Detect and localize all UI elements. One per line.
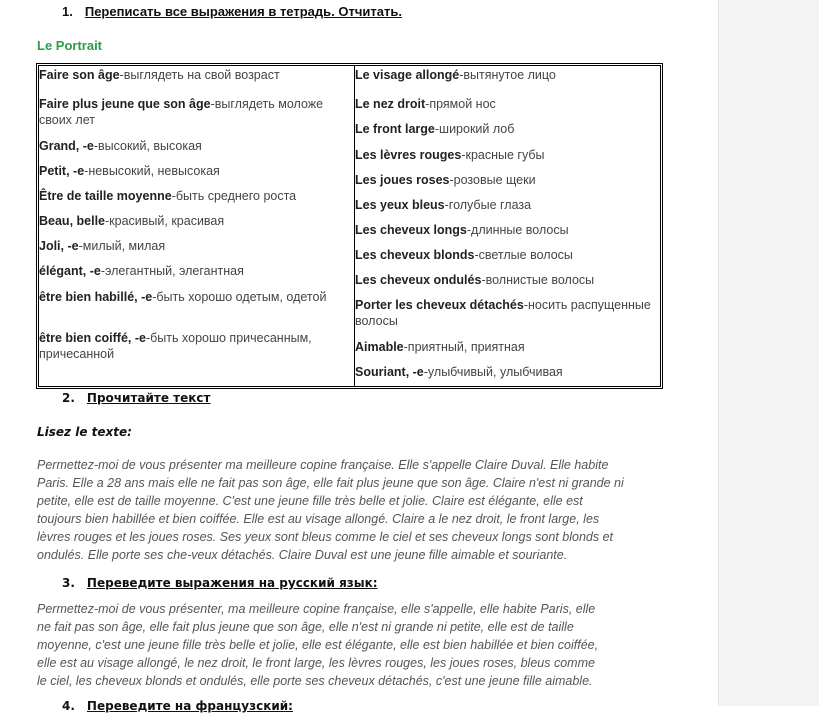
russian-translation: -быть хорошо причесанным, причесанной xyxy=(39,331,312,361)
vocab-entry xyxy=(39,138,351,154)
paragraph-line: ondulés. Elle porte ses che-veux détachés. Claire Duval est une jeune fille aimable et souriante. xyxy=(37,548,568,562)
russian-translation: -быть хорошо одетым, одетой xyxy=(152,290,327,304)
section-title: Le Portrait xyxy=(37,38,103,53)
french-term: élégant, -e xyxy=(39,264,101,278)
paragraph-line: Permettez-moi de vous présenter, ma meilleure copine française, elle s'appelle, elle habite Paris, elle xyxy=(37,602,596,616)
vocab-entry xyxy=(355,147,655,163)
task-2-heading xyxy=(62,391,210,405)
russian-translation: -приятный, приятная xyxy=(403,340,525,354)
vocab-entry xyxy=(355,297,655,329)
russian-translation: -выглядеть на свой возраст xyxy=(119,68,280,82)
vocab-entry xyxy=(355,197,655,213)
task-number: 3. xyxy=(62,576,75,590)
paragraph-line: ne fait pas son âge, elle fait plus jeune que son âge, elle n'est ni grande ni petite, elle est de taille xyxy=(37,620,574,634)
russian-translation: -носить распущенные волосы xyxy=(355,298,651,328)
vocab-entry xyxy=(355,247,655,263)
paragraph-line: toujours bien habillée et bien coiffée. Elle est au visage allongé. Claire a le nez droit, le front large, les xyxy=(37,512,600,526)
vocab-entry xyxy=(39,67,351,83)
french-term: Le front large xyxy=(355,122,435,136)
vocab-entry xyxy=(355,222,655,238)
french-term: Les joues roses xyxy=(355,173,450,187)
french-term: Faire plus jeune que son âge xyxy=(39,97,211,111)
task-4-heading xyxy=(62,699,293,713)
russian-translation: -элегантный, элегантная xyxy=(100,264,244,278)
task-label: Переписать все выражения в тетрадь. Отчитать. xyxy=(84,4,402,19)
russian-translation: -быть среднего роста xyxy=(171,189,297,203)
vocab-entry xyxy=(355,272,655,288)
french-term: Souriant, -e xyxy=(355,365,424,379)
french-term: Les yeux bleus xyxy=(355,198,445,212)
vocab-entry xyxy=(39,188,351,204)
vocab-entry xyxy=(355,172,655,188)
french-term: Être de taille moyenne xyxy=(39,189,172,203)
vocab-entry xyxy=(355,96,655,112)
vocab-entry xyxy=(355,121,655,137)
task-3-heading xyxy=(62,576,378,590)
vocab-entry xyxy=(39,330,351,362)
task-number: 1. xyxy=(62,4,73,19)
paragraph-line: le ciel, les cheveux blonds et ondulés, elle porte ses cheveux détachés, c'est une jeune fille aimable. xyxy=(37,674,593,688)
task-label: Прочитайте текст xyxy=(86,391,211,405)
russian-translation: -голубые глаза xyxy=(444,198,532,212)
russian-translation: -выглядеть моложе своих лет xyxy=(39,97,324,127)
french-term: Porter les cheveux détachés xyxy=(355,298,524,312)
vocab-entry xyxy=(39,96,351,128)
vocab-entry xyxy=(39,213,351,229)
russian-translation: -высокий, высокая xyxy=(93,139,202,153)
vocab-entry xyxy=(39,289,351,305)
russian-translation: -светлые волосы xyxy=(474,248,573,262)
paragraph-line: moyenne, c'est une jeune fille très belle et jolie, elle est élégante, elle est bien habillée et bien coiffée, xyxy=(37,638,599,652)
french-term: Grand, -e xyxy=(39,139,94,153)
vocab-entry xyxy=(39,263,351,279)
vocab-entry xyxy=(355,67,655,83)
russian-translation: -вытянутое лицо xyxy=(459,68,556,82)
french-term: Le visage allongé xyxy=(355,68,460,82)
vocab-entry xyxy=(355,364,655,380)
task-1-heading xyxy=(62,4,402,19)
french-term: Faire son âge xyxy=(39,68,120,82)
russian-translation: -розовые щеки xyxy=(449,173,536,187)
french-term: Aimable xyxy=(355,340,404,354)
vocab-entry xyxy=(39,238,351,254)
russian-translation: -широкий лоб xyxy=(434,122,515,136)
read-text-subtitle: Lisez le texte: xyxy=(37,425,132,439)
vocabulary-table xyxy=(36,63,663,389)
french-term: Les cheveux ondulés xyxy=(355,273,482,287)
french-term: Le nez droit xyxy=(355,97,426,111)
french-term: être bien coiffé, -e xyxy=(39,331,146,345)
russian-translation: -милый, милая xyxy=(78,239,166,253)
russian-translation: -прямой нос xyxy=(425,97,496,111)
french-term: Les cheveux longs xyxy=(355,223,467,237)
task-number: 4. xyxy=(62,699,75,713)
russian-translation: -волнистые волосы xyxy=(481,273,595,287)
task-label: Переведите на французский: xyxy=(86,699,293,713)
paragraph-line: Permettez-moi de vous présenter ma meilleure copine française. Elle s'appelle Claire Duval. Elle habite xyxy=(37,458,609,472)
french-term: être bien habillé, -e xyxy=(39,290,153,304)
french-term: Joli, -e xyxy=(39,239,79,253)
french-term: Petit, -e xyxy=(39,164,85,178)
russian-translation: -длинные волосы xyxy=(466,223,569,237)
paragraph-line: elle est au visage allongé, le nez droit, le front large, les lèvres rouges, les joues roses, bleus comme xyxy=(37,656,595,670)
russian-translation: -невысокий, невысокая xyxy=(84,164,220,178)
russian-translation: -красные губы xyxy=(461,148,545,162)
french-term: Les cheveux blonds xyxy=(355,248,475,262)
french-term: Les lèvres rouges xyxy=(355,148,462,162)
paragraph-line: lèvres rouges et les joues roses. Ses yeux sont bleus comme le ciel et ses cheveux longs sont blonds et xyxy=(37,530,613,544)
russian-translation: -красивый, красивая xyxy=(105,214,225,228)
vocab-entry xyxy=(39,163,351,179)
paragraph-line: Paris. Elle a 28 ans mais elle ne fait pas son âge, elle fait plus jeune que son âge. Claire n'est ni grande ni xyxy=(37,476,624,490)
vocab-entry xyxy=(355,339,655,355)
paragraph-line: petite, elle est de taille moyenne. C'est une jeune fille très belle et jolie. Claire est élégante, elle est xyxy=(37,494,583,508)
task-number: 2. xyxy=(62,391,75,405)
french-term: Beau, belle xyxy=(39,214,105,228)
russian-translation: -улыбчивый, улыбчивая xyxy=(423,365,563,379)
task-label: Переведите выражения на русский язык: xyxy=(86,576,378,590)
viewer-background xyxy=(718,0,819,706)
